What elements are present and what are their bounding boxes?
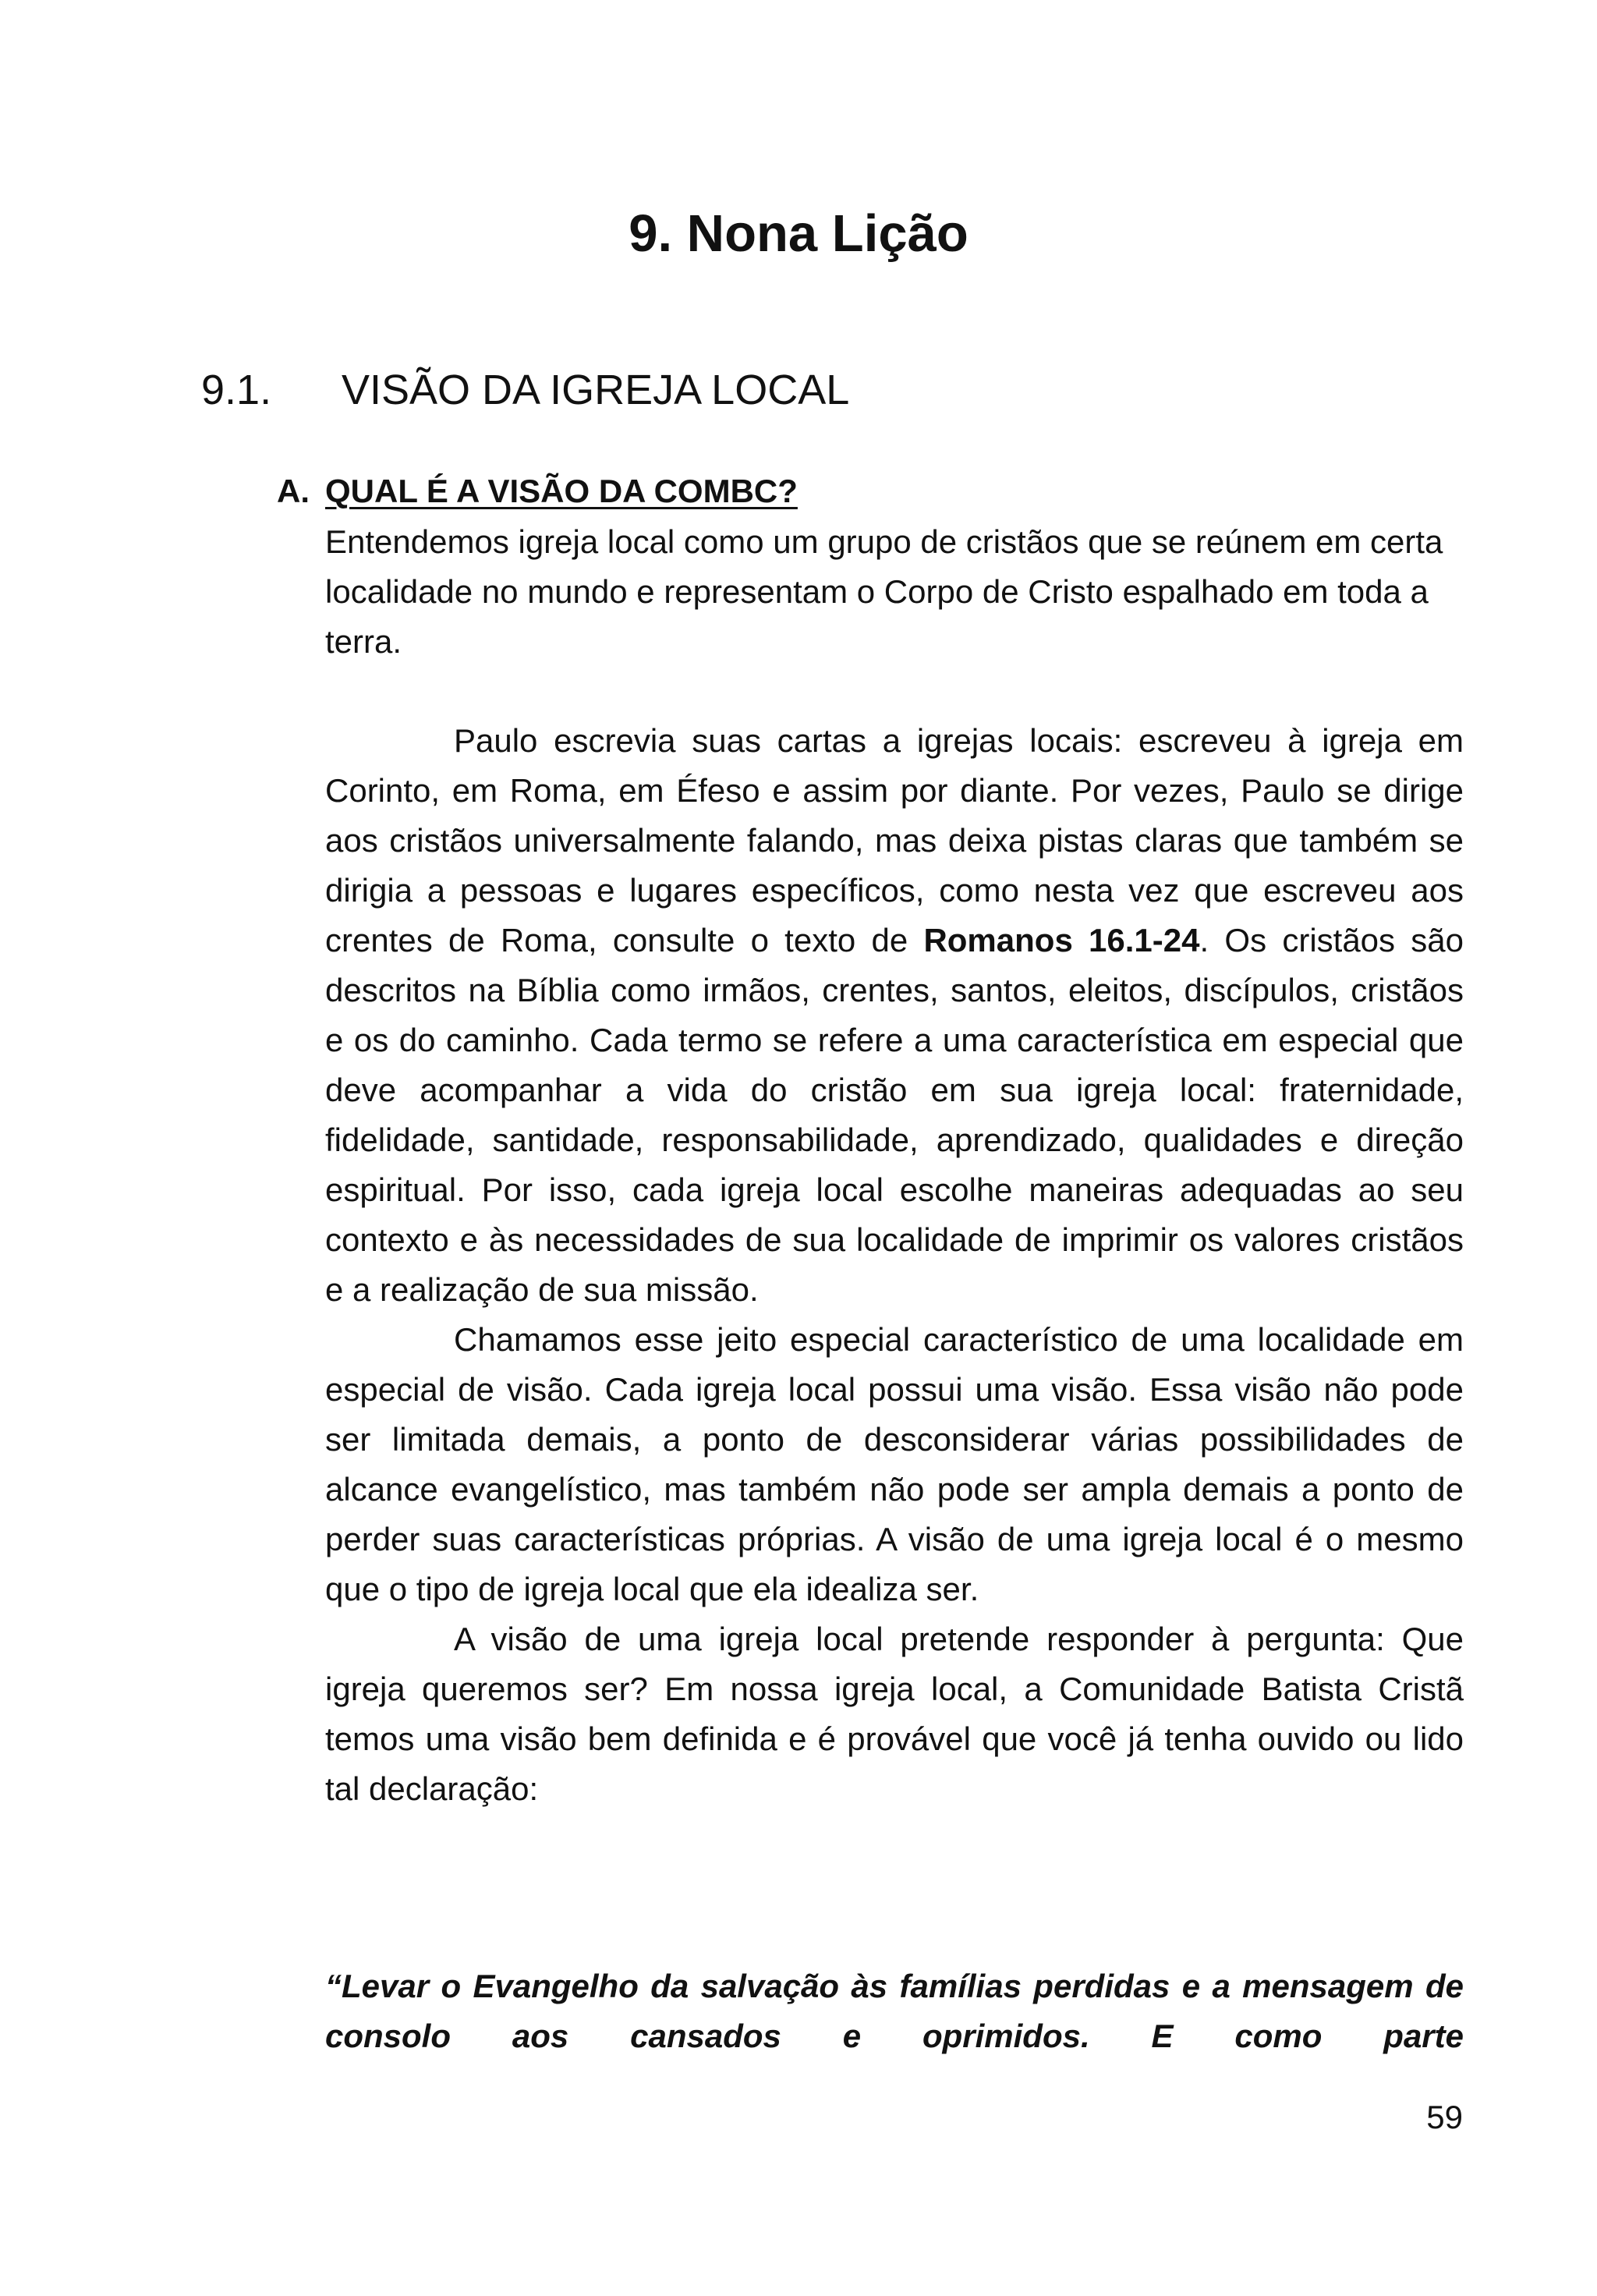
subsection-heading bbox=[277, 468, 798, 515]
vision-statement-quote: “Levar o Evangelho da salvação às famílias perdidas e a mensagem de consolo aos cansados e oprimidos. E como parte bbox=[325, 1968, 1464, 2054]
paragraph-pergunta: A visão de uma igreja local pretende responder à pergunta: Que igreja queremos ser? Em nossa igreja local, a Comunidade Batista Cristã temos uma visão bem definida e é provável que você já tenha ouvido ou lido tal declaração: bbox=[325, 1621, 1464, 1807]
subsection-letter: A. bbox=[277, 473, 310, 509]
section-title: VISÃO DA IGREJA LOCAL bbox=[342, 367, 850, 413]
subsection-title: QUAL É A VISÃO DA COMBC? bbox=[325, 473, 798, 509]
chapter-title: 9. Nona Lição bbox=[629, 204, 968, 263]
intro-paragraph-block bbox=[325, 517, 1464, 667]
paragraph-visao: Chamamos esse jeito especial característico de uma localidade em especial de visão. Cada igreja local possui uma visão. Essa visão não pode ser limitada demais, a ponto de desconsiderar várias possibilidades de alcance evangelístico, mas também não pode ser ampla demais a ponto de perder suas características próprias. A visão de uma igreja local é o mesmo que o tipo de igreja local que ela idealiza ser. bbox=[325, 1321, 1464, 1607]
intro-paragraph: Entendemos igreja local como um grupo de cristãos que se reúnem em certa localidade no mundo e representam o Corpo de Cristo espalhado em toda a terra. bbox=[325, 523, 1443, 660]
section-number: 9.1. bbox=[201, 367, 272, 413]
paragraph-paulo-text-end: . Os cristãos são descritos na Bíblia como irmãos, crentes, santos, eleitos, discípulos, cristãos e os do caminho. Cada termo se refere a uma característica em especial que deve acompanhar a vida do cristão em sua igreja local: fraternidade, fidelidade, santidade, responsabilidade, aprendizado, qualidades e direção espiritual. Por isso, cada igreja local escolhe maneiras adequadas ao seu contexto e às necessidades de sua localidade de imprimir os valores cristãos e a realização de sua missão. bbox=[325, 922, 1464, 1308]
paragraph-paulo-text-start: Paulo escrevia suas cartas a igrejas locais: escreveu à igreja em Corinto, em Roma, em Éfeso e assim por diante. Por vezes, Paulo se dirige aos cristãos universalmente falando, mas deixa pistas claras que também se dirigia a pessoas e lugares específicos, como nesta vez que escreveu aos crentes de Roma, consulte o texto de bbox=[325, 722, 1464, 958]
main-text-block bbox=[325, 716, 1464, 1814]
paragraph-paulo bbox=[325, 716, 1464, 1315]
page-number: 59 bbox=[1426, 2099, 1463, 2135]
scripture-reference: Romanos 16.1-24 bbox=[923, 922, 1200, 958]
section-heading bbox=[201, 363, 849, 417]
